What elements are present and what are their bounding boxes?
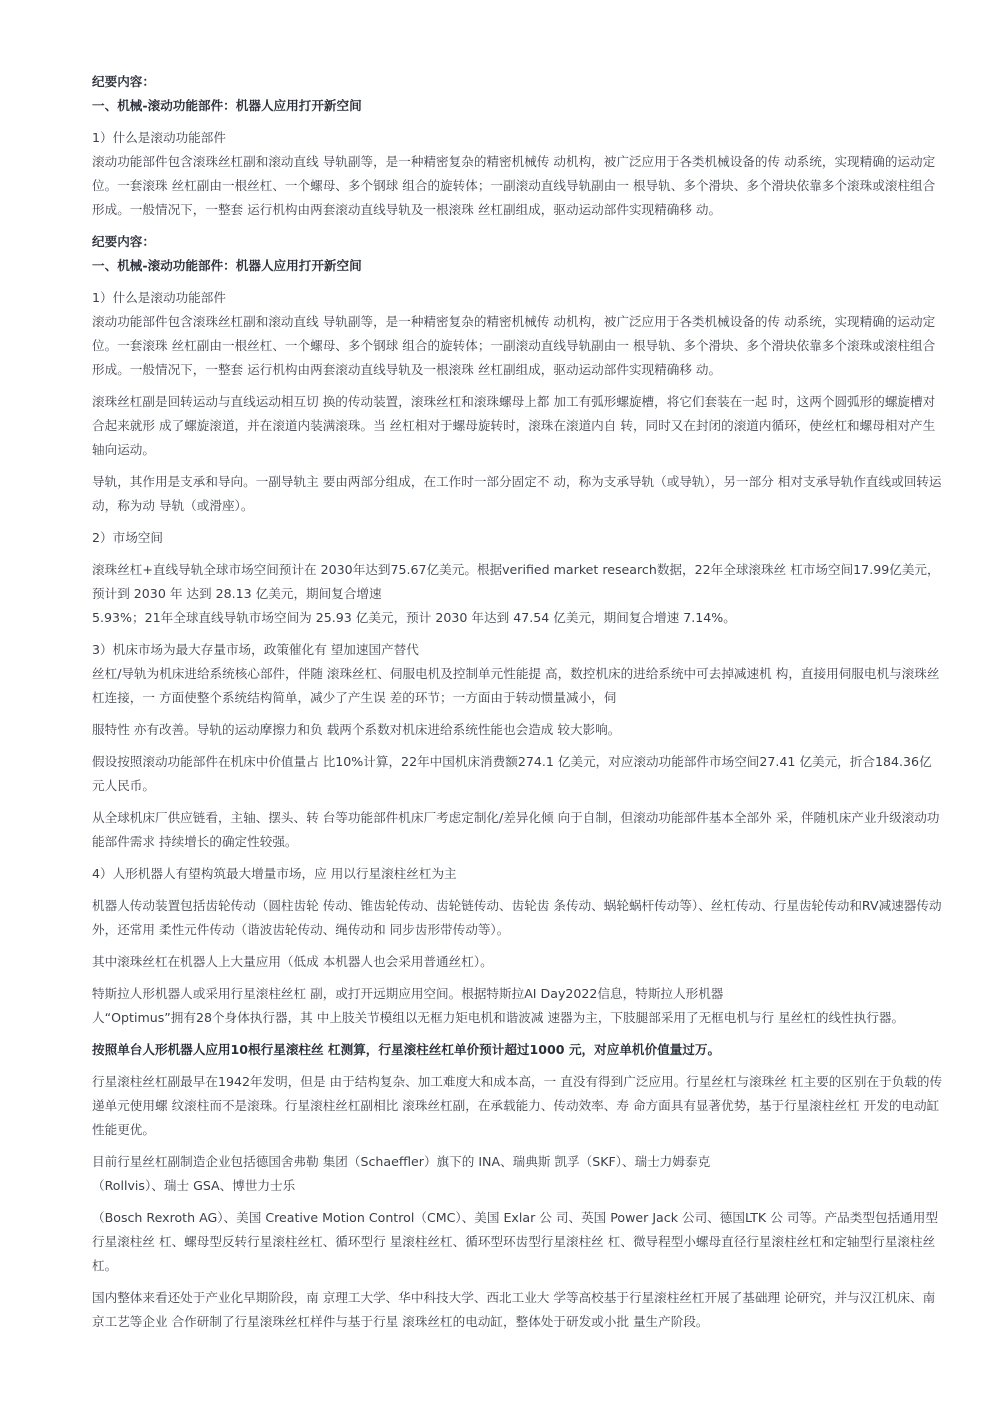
- text-paragraph: 国内整体来看还处于产业化早期阶段，南 京理工大学、华中科技大学、西北工业大 学等高校基于行星滚柱丝杠开展了基础理 论研究，并与汉江机床、南京工艺等企业 合作研制了行星滚珠丝杠样件与基于行星 滚珠丝杠的电动缸，整体处于研发或小批 量生产阶段。: [92, 1290, 936, 1329]
- text-paragraph: （Rollvis）、瑞士 GSA、博世力士乐: [92, 1178, 296, 1193]
- text-paragraph: 2）市场空间: [92, 530, 163, 545]
- heading-paragraph: 纪要内容：: [92, 234, 155, 249]
- text-paragraph: 4）人形机器人有望构筑最大增量市场，应 用以行星滚柱丝杠为主: [92, 866, 457, 881]
- text-paragraph: 行星滚柱丝杠副最早在1942年发明，但是 由于结构复杂、加工难度大和成本高，一 直没有得到广泛应用。行星丝杠与滚珠丝 杠主要的区别在于负载的传递单元使用螺 纹滚柱而不是滚珠。行星滚柱丝杠副相比 滚珠丝杠副，在承载能力、传动效率、寿 命方面具有显著优势，基于行星滚柱丝杠 开发的电动缸性能更优。: [92, 1074, 943, 1137]
- text-paragraph: 机器人传动装置包括齿轮传动（圆柱齿轮 传动、锥齿轮传动、齿轮链传动、齿轮齿 条传动、蜗轮蜗杆传动等）、丝杠传动、行星齿轮传动和RV减速器传动外，还常用 柔性元件传动（谐波齿轮传动、绳传动和 同步齿形带传动等）。: [92, 898, 942, 937]
- heading-paragraph: 纪要内容：: [92, 74, 155, 89]
- text-paragraph: 特斯拉人形机器人或采用行星滚柱丝杠 副，或打开远期应用空间。根据特斯拉AI Day2022信息，特斯拉人形机器: [92, 986, 724, 1001]
- text-paragraph: 滚动功能部件包含滚珠丝杠副和滚动直线 导轨副等，是一种精密复杂的精密机械传 动机构，被广泛应用于各类机械设备的传 动系统，实现精确的运动定位。一套滚珠 丝杠副由一根丝杠、一个螺母、多个钢球 组合的旋转体；一副滚动直线导轨副由一 根导轨、多个滑块、多个滑块依靠多个滚珠或滚柱组合形成。一般情况下，一整套 运行机构由两套滚动直线导轨及一根滚珠 丝杠副组成，驱动运动部件实现精确移 动。: [92, 154, 936, 217]
- text-paragraph: （Bosch Rexroth AG）、美国 Creative Motion Control（CMC）、美国 Exlar 公 司、英国 Power Jack 公司、德国LTK 公 司等。产品类型包括通用型行星滚柱丝 杠、螺母型反转行星滚柱丝杠、循环型行 星滚柱丝杠、循环型环齿型行星滚柱丝 杠、微导程型小螺母直径行星滚柱丝杠和定轴型行星滚柱丝杠。: [92, 1210, 938, 1273]
- text-paragraph: 滚动功能部件包含滚珠丝杠副和滚动直线 导轨副等，是一种精密复杂的精密机械传 动机构，被广泛应用于各类机械设备的传 动系统，实现精确的运动定位。一套滚珠 丝杠副由一根丝杠、一个螺母、多个钢球 组合的旋转体；一副滚动直线导轨副由一 根导轨、多个滑块、多个滑块依靠多个滚珠或滚柱组合形成。一般情况下，一整套 运行机构由两套滚动直线导轨及一根滚珠 丝杠副组成，驱动运动部件实现精确移 动。: [92, 314, 936, 377]
- text-paragraph: 丝杠/导轨为机床进给系统核心部件，伴随 滚珠丝杠、伺服电机及控制单元性能提 高，数控机床的进给系统中可去掉减速机 构，直接用伺服电机与滚珠丝杠连接，一 方面使整个系统结构简单，减少了产生误 差的环节；一方面由于转动惯量减小，伺: [92, 666, 940, 705]
- document-body: [92, 70, 944, 1334]
- text-paragraph: 滚珠丝杠+直线导轨全球市场空间预计在 2030年达到75.67亿美元。根据verified market research数据，22年全球滚珠丝 杠市场空间17.99亿美元，预计到 2030 年 达到 28.13 亿美元，期间复合增速: [92, 562, 940, 601]
- text-paragraph: 1）什么是滚动功能部件: [92, 130, 226, 145]
- text-paragraph: 其中滚珠丝杠在机器人上大量应用（低成 本机器人也会采用普通丝杠）。: [92, 954, 493, 969]
- text-paragraph: 从全球机床厂供应链看，主轴、摆头、转 台等功能部件机床厂考虑定制化/差异化倾 向于自制，但滚动功能部件基本全部外 采，伴随机床产业升级滚动功能部件需求 持续增长的确定性较强。: [92, 810, 940, 849]
- text-paragraph: 人“Optimus”拥有28个身体执行器，其 中上肢关节模组以无框力矩电机和谐波减 速器为主，下肢腿部采用了无框电机与行 星丝杠的线性执行器。: [92, 1010, 905, 1025]
- text-paragraph: 1）什么是滚动功能部件: [92, 290, 226, 305]
- heading-paragraph: 一、机械-滚动功能部件：机器人应用打开新空间: [92, 98, 362, 113]
- text-paragraph: 5.93%；21年全球直线导轨市场空间为 25.93 亿美元，预计 2030 年达到 47.54 亿美元，期间复合增速 7.14%。: [92, 610, 736, 625]
- text-paragraph: 导轨，其作用是支承和导向。一副导轨主 要由两部分组成，在工作时一部分固定不 动，称为支承导轨（或导轨），另一部分 相对支承导轨作直线或回转运动，称为动 导轨（或滑座）。: [92, 474, 942, 513]
- text-paragraph: 假设按照滚动功能部件在机床中价值量占 比10%计算，22年中国机床消费额274.1 亿美元，对应滚动功能部件市场空间27.41 亿美元，折合184.36亿元人民币。: [92, 754, 932, 793]
- text-paragraph: 3）机床市场为最大存量市场，政策催化有 望加速国产替代: [92, 642, 419, 657]
- heading-paragraph: 一、机械-滚动功能部件：机器人应用打开新空间: [92, 258, 362, 273]
- text-paragraph: 滚珠丝杠副是回转运动与直线运动相互切 换的传动装置，滚珠丝杠和滚珠螺母上都 加工有弧形螺旋槽，将它们套装在一起 时，这两个圆弧形的螺旋槽对合起来就形 成了螺旋滚道，并在滚道内装满滚珠。当 丝杠相对于螺母旋转时，滚珠在滚道内自 转，同时又在封闭的滚道内循环，使丝杠和螺母相对产生轴向运动。: [92, 394, 936, 457]
- heading-paragraph: 按照单台人形机器人应用10根行星滚柱丝 杠测算，行星滚柱丝杠单价预计超过1000 元，对应单机价值量过万。: [92, 1042, 721, 1057]
- text-paragraph: 服特性 亦有改善。导轨的运动摩擦力和负 载两个系数对机床进给系统性能也会造成 较大影响。: [92, 722, 621, 737]
- text-paragraph: 目前行星丝杠副制造企业包括德国舍弗勒 集团（Schaeffler）旗下的 INA、瑞典斯 凯孚（SKF）、瑞士力姆泰克: [92, 1154, 711, 1169]
